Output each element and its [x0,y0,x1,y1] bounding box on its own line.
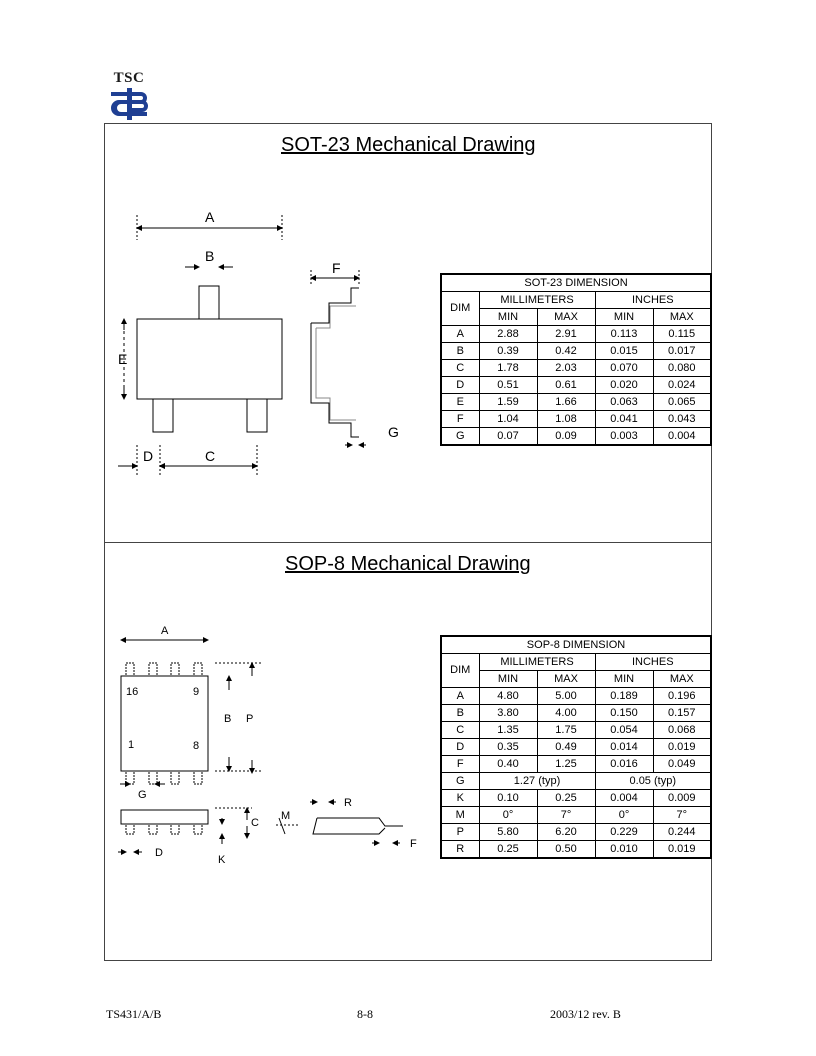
cell: 0.065 [653,394,711,411]
sub-header: MAX [653,309,711,326]
mm-header: MILLIMETERS [479,654,595,671]
table-row [441,428,711,446]
cell: 0.043 [653,411,711,428]
sop8-label-f: F [410,838,417,850]
cell: 0.024 [653,377,711,394]
cell: C [441,360,479,377]
sop8-title: SOP-8 Mechanical Drawing [285,553,531,575]
cell: M [441,807,479,824]
cell: 0.244 [653,824,711,841]
sop8-label-c: C [251,817,259,829]
cell: 0.054 [595,722,653,739]
cell: 6.20 [537,824,595,841]
sot23-body [137,319,282,399]
table-row [441,807,711,824]
table-row [441,756,711,773]
sop8-pin-1: 1 [128,739,135,751]
cell: G [441,428,479,446]
cell: B [441,705,479,722]
footer-part-number: TS431/A/B [106,1007,162,1021]
cell: D [441,377,479,394]
cell: 0.25 [479,841,537,859]
sot23-left-pin [153,399,173,432]
cell: B [441,343,479,360]
table-row [441,377,711,394]
cell: 0.51 [479,377,537,394]
sop8-dimension-table [440,635,712,859]
logo-text: TSC [113,70,145,86]
cell: 0.019 [653,739,711,756]
cell: 0.157 [653,705,711,722]
cell: 0° [479,807,537,824]
cell: 0.020 [595,377,653,394]
cell: 7° [653,807,711,824]
sop8-label-b: B [224,713,232,725]
cell: 4.00 [537,705,595,722]
cell: 0.05 (typ) [595,773,711,790]
cell: 0.40 [479,756,537,773]
cell: 1.59 [479,394,537,411]
sot23-label-f: F [332,260,341,276]
table-row [441,824,711,841]
sot23-label-d: D [143,448,154,464]
cell: 0.010 [595,841,653,859]
cell: 5.80 [479,824,537,841]
cell: 2.91 [537,326,595,343]
cell: 0.041 [595,411,653,428]
table-row [441,360,711,377]
cell: 0.25 [537,790,595,807]
cell: 1.25 [537,756,595,773]
cell: F [441,756,479,773]
cell: F [441,411,479,428]
cell: 0.070 [595,360,653,377]
cell: 0.196 [653,688,711,705]
mm-header: MILLIMETERS [479,292,595,309]
cell: 0.10 [479,790,537,807]
sot23-label-g: G [388,424,399,440]
cell: A [441,326,479,343]
sub-header: MAX [653,671,711,688]
cell: 3.80 [479,705,537,722]
sot23-top-pin [199,286,219,319]
cell: 1.75 [537,722,595,739]
cell: K [441,790,479,807]
cell: 0.229 [595,824,653,841]
sop8-label-m: M [281,810,291,822]
cell: 4.80 [479,688,537,705]
cell: G [441,773,479,790]
table-row [441,688,711,705]
cell: 0.068 [653,722,711,739]
cell: 0.063 [595,394,653,411]
sop8-pin-8: 8 [193,740,200,752]
cell: 0.004 [653,428,711,446]
sop8-label-p: P [246,713,254,725]
cell: 0.49 [537,739,595,756]
cell: 0° [595,807,653,824]
cell: 1.66 [537,394,595,411]
cell: 0.42 [537,343,595,360]
cell: 1.27 (typ) [479,773,595,790]
cell: A [441,688,479,705]
cell: 0.09 [537,428,595,446]
cell: 0.017 [653,343,711,360]
sub-header: MIN [479,671,537,688]
cell: 0.61 [537,377,595,394]
table-row [441,343,711,360]
inch-header: INCHES [595,654,711,671]
table-row [441,705,711,722]
cell: 2.03 [537,360,595,377]
cell: 7° [537,807,595,824]
cell: 1.35 [479,722,537,739]
dim-header: DIM [441,654,479,688]
cell: 0.39 [479,343,537,360]
cell: 2.88 [479,326,537,343]
sop8-label-k: K [218,854,226,866]
table-row [441,394,711,411]
cell: P [441,824,479,841]
cell: 0.50 [537,841,595,859]
table-caption: SOP-8 DIMENSION [441,636,711,654]
sop8-label-d: D [155,847,163,859]
table-row [441,773,711,790]
table-row [441,326,711,343]
cell: 0.014 [595,739,653,756]
table-row [441,411,711,428]
cell: D [441,739,479,756]
sub-header: MIN [595,309,653,326]
sot23-label-e: E [118,351,128,367]
cell: 1.04 [479,411,537,428]
sot23-title: SOT-23 Mechanical Drawing [281,134,536,156]
table-row [441,739,711,756]
sop8-pin-9: 9 [193,686,200,698]
sot23-label-a: A [205,209,215,225]
cell: 0.019 [653,841,711,859]
cell: 0.015 [595,343,653,360]
cell: 0.080 [653,360,711,377]
cell: 0.115 [653,326,711,343]
cell: 0.189 [595,688,653,705]
cell: 1.08 [537,411,595,428]
cell: 0.009 [653,790,711,807]
sop8-pin-16: 16 [126,686,139,698]
cell: 0.004 [595,790,653,807]
cell: 0.113 [595,326,653,343]
cell: 0.150 [595,705,653,722]
sub-header: MIN [595,671,653,688]
sot23-label-b: B [205,248,215,264]
sop8-label-g: G [138,789,147,801]
cell: 0.35 [479,739,537,756]
footer-page-number: 8-8 [357,1007,373,1021]
footer-revision: 2003/12 rev. B [550,1007,621,1021]
cell: C [441,722,479,739]
sop8-label-r: R [344,797,352,809]
cell: 5.00 [537,688,595,705]
dim-header: DIM [441,292,479,326]
cell: R [441,841,479,859]
table-row [441,722,711,739]
cell: E [441,394,479,411]
sub-header: MIN [479,309,537,326]
cell: 0.07 [479,428,537,446]
cell: 1.78 [479,360,537,377]
sot23-dimension-table [440,273,712,446]
sot23-right-pin [247,399,267,432]
cell: 0.003 [595,428,653,446]
table-caption: SOT-23 DIMENSION [441,274,711,292]
sub-header: MAX [537,671,595,688]
cell: 0.049 [653,756,711,773]
table-row [441,841,711,859]
table-row [441,790,711,807]
sub-header: MAX [537,309,595,326]
sot23-label-c: C [205,448,216,464]
cell: 0.016 [595,756,653,773]
inch-header: INCHES [595,292,711,309]
sop8-label-a: A [161,625,169,637]
